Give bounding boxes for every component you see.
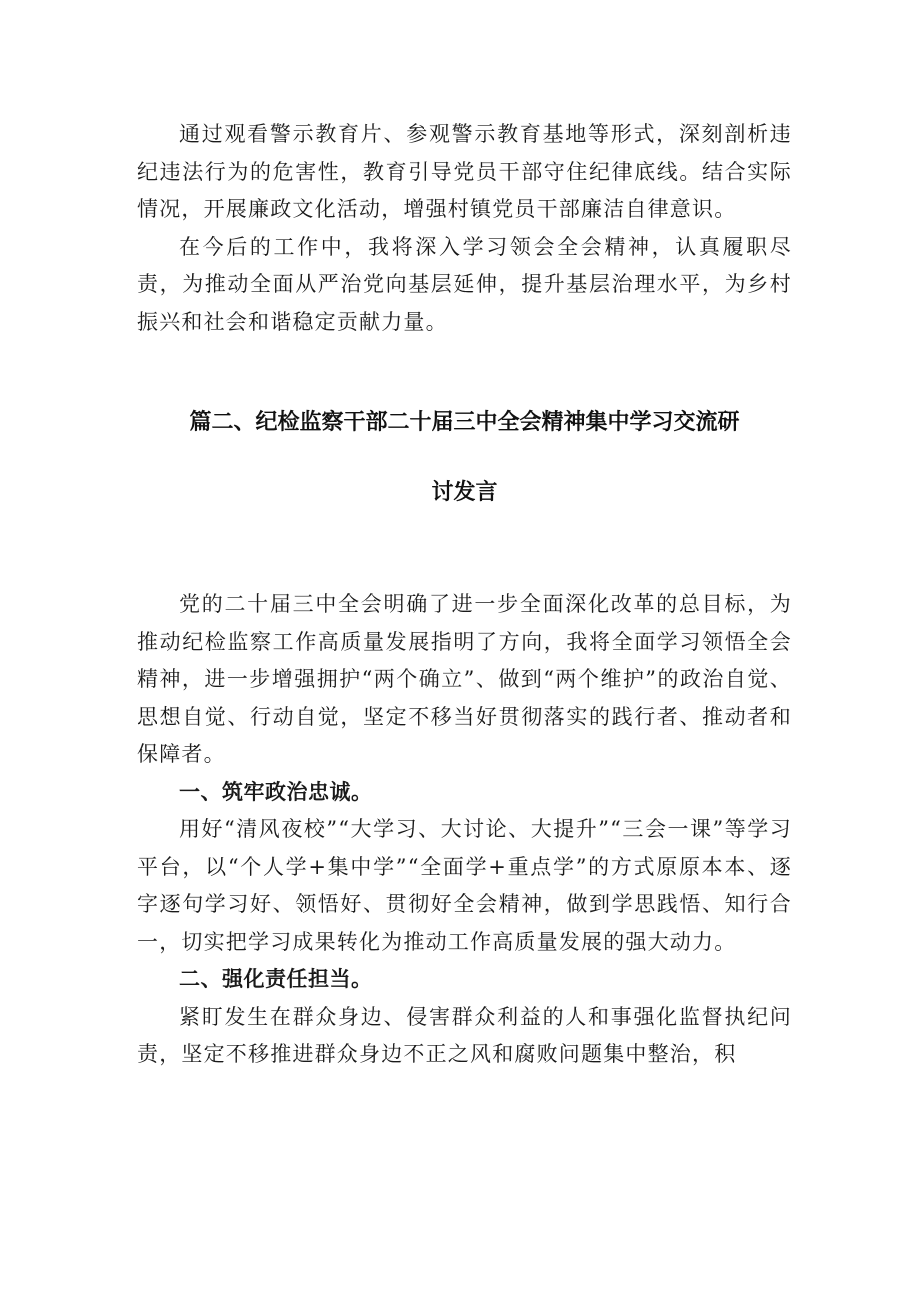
- paragraph-warning-education: 通过观看警示教育片、参观警示教育基地等形式，深刻剖析违纪违法行为的危害性，教育引导党员干部守住纪律底线。结合实际情况，开展廉政文化活动，增强村镇党员干部廉洁自律意识。: [137, 122, 792, 221]
- article-title: [137, 388, 792, 528]
- paragraph-political-loyalty: 用好“清风夜校”“大学习、大讨论、大提升”“三会一课”等学习平台，以“个人学+集中学”“全面学+重点学”的方式原原本本、逐字逐句学习好、领悟好、贯彻好全会精神，做到学思践悟、知行合一，切实把学习成果转化为推动工作高质量发展的强大动力。: [137, 817, 792, 954]
- top-section: [137, 116, 792, 341]
- paragraph-responsibility: 紧盯发生在群众身边、侵害群众利益的人和事强化监督执纪问责，坚定不移推进群众身边不正之风和腐败问题集中整治，积: [137, 1004, 792, 1066]
- article-title-line-1: 篇二、纪检监察干部二十届三中全会精神集中学习交流研: [189, 410, 740, 435]
- subheading-responsibility: 二、强化责任担当。: [179, 967, 373, 991]
- article-body: [137, 586, 792, 1074]
- paragraph-future-work: 在今后的工作中，我将深入学习领会全会精神，认真履职尽责，为推动全面从严治党向基层延伸，提升基层治理水平，为乡村振兴和社会和谐稳定贡献力量。: [137, 234, 792, 334]
- article-title-line-2: 讨发言: [431, 480, 498, 505]
- subheading-political-loyalty: 一、筑牢政治忠诚。: [179, 779, 373, 804]
- paragraph-intro: 党的二十届三中全会明确了进一步全面深化改革的总目标，为推动纪检监察工作高质量发展指明了方向，我将全面学习领悟全会精神，进一步增强拥护“两个确立”、做到“两个维护”的政治自觉、思想自觉、行动自觉，坚定不移当好贯彻落实的践行者、推动者和保障者。: [137, 592, 792, 766]
